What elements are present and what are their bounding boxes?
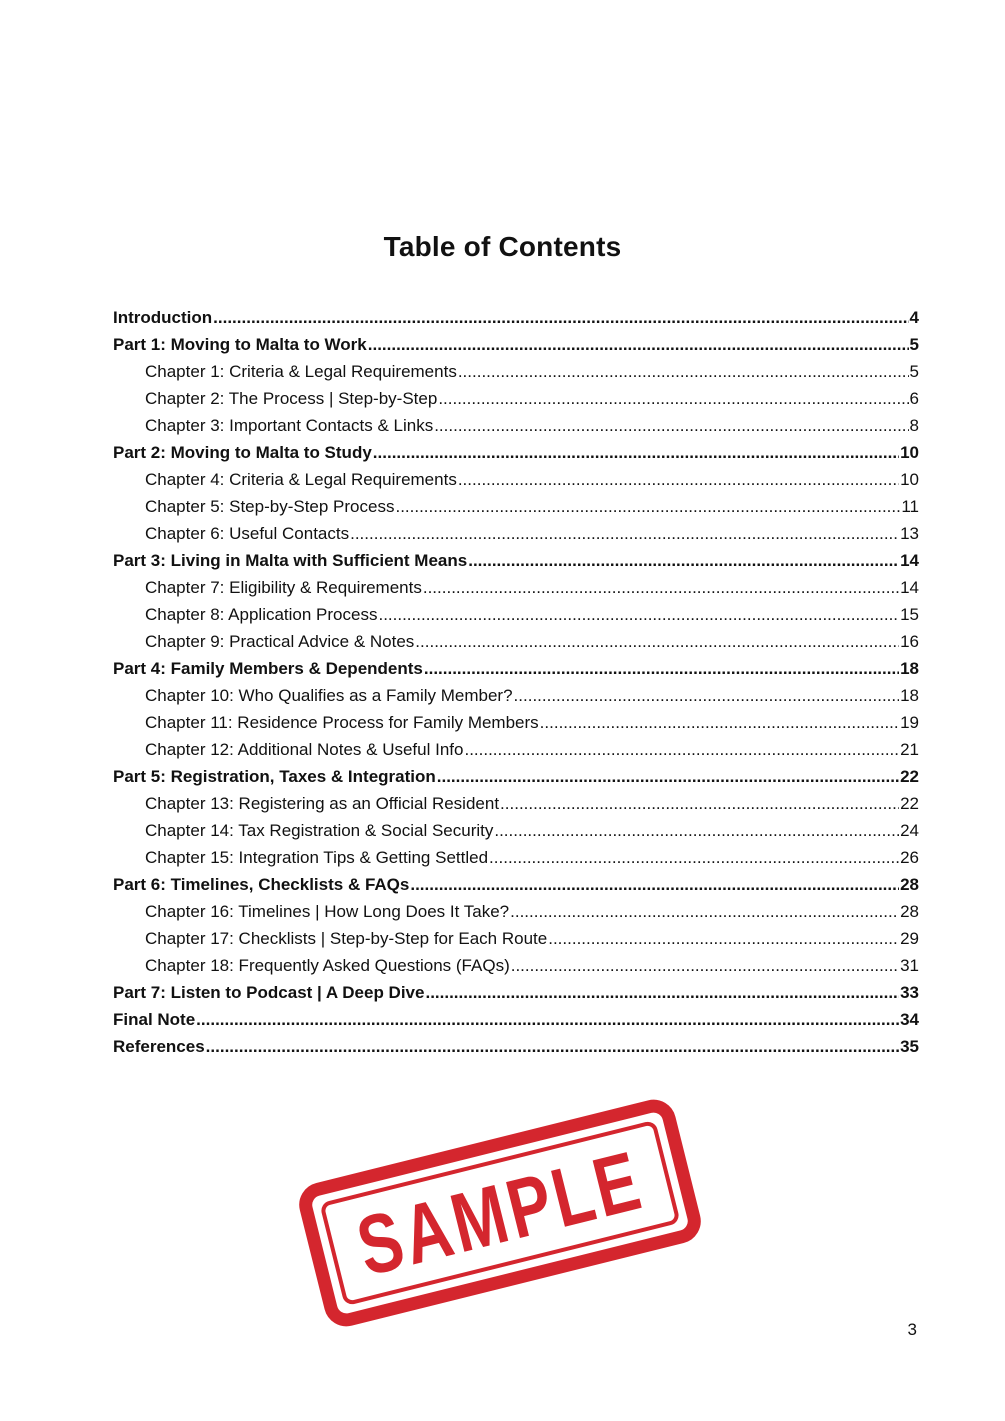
toc-chapter-entry[interactable] [113, 468, 919, 495]
toc-entry-page-number: 13 [900, 524, 919, 543]
toc-chapter-entry[interactable] [113, 954, 919, 981]
toc-entry-page-number: 10 [900, 470, 919, 489]
toc-chapter-entry[interactable] [113, 819, 919, 846]
toc-entry-page-number: 28 [900, 875, 919, 894]
toc-dot-leader [500, 792, 899, 816]
page-number: 3 [907, 1320, 917, 1339]
toc-dot-leader [548, 927, 899, 951]
toc-entry-label: Part 5: Registration, Taxes & Integration [113, 767, 436, 786]
toc-entry-page-number: 14 [900, 551, 919, 570]
toc-entry-page-number: 22 [900, 767, 919, 786]
toc-dot-leader [540, 711, 899, 735]
toc-dot-leader [494, 819, 899, 843]
toc-entry-page-number: 29 [900, 929, 919, 948]
toc-chapter-entry[interactable] [113, 792, 919, 819]
toc-chapter-entry[interactable] [113, 576, 919, 603]
toc-entry-label: Part 2: Moving to Malta to Study [113, 443, 372, 462]
toc-dot-leader [395, 495, 900, 519]
toc-entry-page-number: 4 [909, 308, 919, 327]
toc-dot-leader [213, 306, 908, 330]
toc-entry-label: Chapter 11: Residence Process for Family Members [145, 713, 539, 732]
toc-part-entry[interactable] [113, 657, 919, 684]
toc-dot-leader [458, 468, 899, 492]
toc-entry-label: Final Note [113, 1010, 196, 1029]
toc-dot-leader [368, 333, 909, 357]
toc-entry-label: Chapter 9: Practical Advice & Notes [145, 632, 415, 651]
toc-chapter-entry[interactable] [113, 360, 919, 387]
toc-dot-leader [489, 846, 899, 870]
toc-entry-page-number: 14 [900, 578, 919, 597]
toc-part-entry[interactable] [113, 1008, 919, 1035]
toc-part-entry[interactable] [113, 981, 919, 1008]
toc-entry-label: Chapter 18: Frequently Asked Questions (FAQs) [145, 956, 510, 975]
toc-entry-label: Chapter 4: Criteria & Legal Requirements [145, 470, 457, 489]
toc-entry-page-number: 28 [900, 902, 919, 921]
toc-entry-page-number: 21 [900, 740, 919, 759]
toc-entry-label: Chapter 16: Timelines | How Long Does It Take? [145, 902, 510, 921]
toc-dot-leader [438, 387, 908, 411]
toc-entry-label: Chapter 10: Who Qualifies as a Family Member? [145, 686, 513, 705]
toc-dot-leader [425, 981, 899, 1005]
toc-entry-label: Chapter 3: Important Contacts & Links [145, 416, 434, 435]
toc-dot-leader [378, 603, 899, 627]
toc-dot-leader [514, 684, 900, 708]
toc-entry-page-number: 5 [909, 335, 919, 354]
toc-entry-page-number: 15 [900, 605, 919, 624]
toc-dot-leader [206, 1035, 899, 1059]
toc-entry-page-number: 16 [900, 632, 919, 651]
table-of-contents [113, 306, 919, 1062]
toc-chapter-entry[interactable] [113, 846, 919, 873]
toc-chapter-entry[interactable] [113, 522, 919, 549]
toc-chapter-entry[interactable] [113, 630, 919, 657]
toc-entry-page-number: 18 [900, 686, 919, 705]
toc-entry-page-number: 22 [900, 794, 919, 813]
toc-entry-label: Chapter 15: Integration Tips & Getting Settled [145, 848, 489, 867]
toc-dot-leader [458, 360, 909, 384]
toc-dot-leader [437, 765, 899, 789]
toc-entry-label: Chapter 17: Checklists | Step-by-Step for Each Route [145, 929, 548, 948]
toc-part-entry[interactable] [113, 441, 919, 468]
toc-part-entry[interactable] [113, 873, 919, 900]
toc-chapter-entry[interactable] [113, 495, 919, 522]
toc-entry-page-number: 33 [900, 983, 919, 1002]
toc-part-entry[interactable] [113, 1035, 919, 1062]
toc-entry-label: Chapter 7: Eligibility & Requirements [145, 578, 422, 597]
toc-entry-label: Part 4: Family Members & Dependents [113, 659, 423, 678]
toc-entry-page-number: 11 [901, 497, 919, 516]
toc-dot-leader [468, 549, 899, 573]
toc-dot-leader [196, 1008, 899, 1032]
toc-dot-leader [423, 576, 899, 600]
toc-dot-leader [410, 873, 899, 897]
toc-entry-label: Chapter 6: Useful Contacts [145, 524, 350, 543]
toc-entry-label: Chapter 13: Registering as an Official Resident [145, 794, 500, 813]
toc-chapter-entry[interactable] [113, 711, 919, 738]
toc-entry-label: Chapter 14: Tax Registration & Social Security [145, 821, 494, 840]
toc-entry-label: Part 7: Listen to Podcast | A Deep Dive [113, 983, 425, 1002]
toc-entry-label: Chapter 5: Step-by-Step Process [145, 497, 395, 516]
toc-entry-page-number: 26 [900, 848, 919, 867]
toc-entry-label: Part 6: Timelines, Checklists & FAQs [113, 875, 410, 894]
toc-dot-leader [350, 522, 899, 546]
toc-entry-label: Chapter 2: The Process | Step-by-Step [145, 389, 438, 408]
toc-dot-leader [511, 954, 899, 978]
toc-chapter-entry[interactable] [113, 927, 919, 954]
toc-chapter-entry[interactable] [113, 414, 919, 441]
toc-chapter-entry[interactable] [113, 387, 919, 414]
toc-dot-leader [424, 657, 899, 681]
toc-part-entry[interactable] [113, 306, 919, 333]
toc-entry-page-number: 6 [909, 389, 919, 408]
toc-entry-label: References [113, 1037, 205, 1056]
toc-entry-label: Chapter 1: Criteria & Legal Requirements [145, 362, 457, 381]
toc-chapter-entry[interactable] [113, 900, 919, 927]
toc-entry-page-number: 35 [900, 1037, 919, 1056]
stamp-text: SAMPLE [348, 1132, 652, 1294]
toc-entry-page-number: 34 [900, 1010, 919, 1029]
toc-dot-leader [510, 900, 899, 924]
toc-entry-page-number: 5 [909, 362, 919, 381]
toc-entry-page-number: 10 [900, 443, 919, 462]
toc-dot-leader [434, 414, 908, 438]
sample-stamp-graphic [295, 1098, 705, 1328]
toc-entry-label: Chapter 12: Additional Notes & Useful Info [145, 740, 464, 759]
toc-chapter-entry[interactable] [113, 603, 919, 630]
page-title: Table of Contents [383, 230, 622, 262]
toc-entry-page-number: 8 [909, 416, 919, 435]
toc-part-entry[interactable] [113, 549, 919, 576]
toc-chapter-entry[interactable] [113, 738, 919, 765]
toc-entry-page-number: 19 [900, 713, 919, 732]
toc-entry-page-number: 18 [900, 659, 919, 678]
toc-entry-label: Introduction [113, 308, 213, 327]
toc-dot-leader [415, 630, 899, 654]
toc-chapter-entry[interactable] [113, 684, 919, 711]
toc-entry-label: Part 3: Living in Malta with Sufficient Means [113, 551, 468, 570]
toc-dot-leader [464, 738, 899, 762]
toc-entry-page-number: 31 [900, 956, 919, 975]
toc-part-entry[interactable] [113, 765, 919, 792]
toc-part-entry[interactable] [113, 333, 919, 360]
toc-entry-page-number: 24 [900, 821, 919, 840]
sample-stamp [295, 1098, 705, 1328]
toc-entry-label: Chapter 8: Application Process [145, 605, 378, 624]
toc-entry-label: Part 1: Moving to Malta to Work [113, 335, 367, 354]
toc-dot-leader [373, 441, 899, 465]
